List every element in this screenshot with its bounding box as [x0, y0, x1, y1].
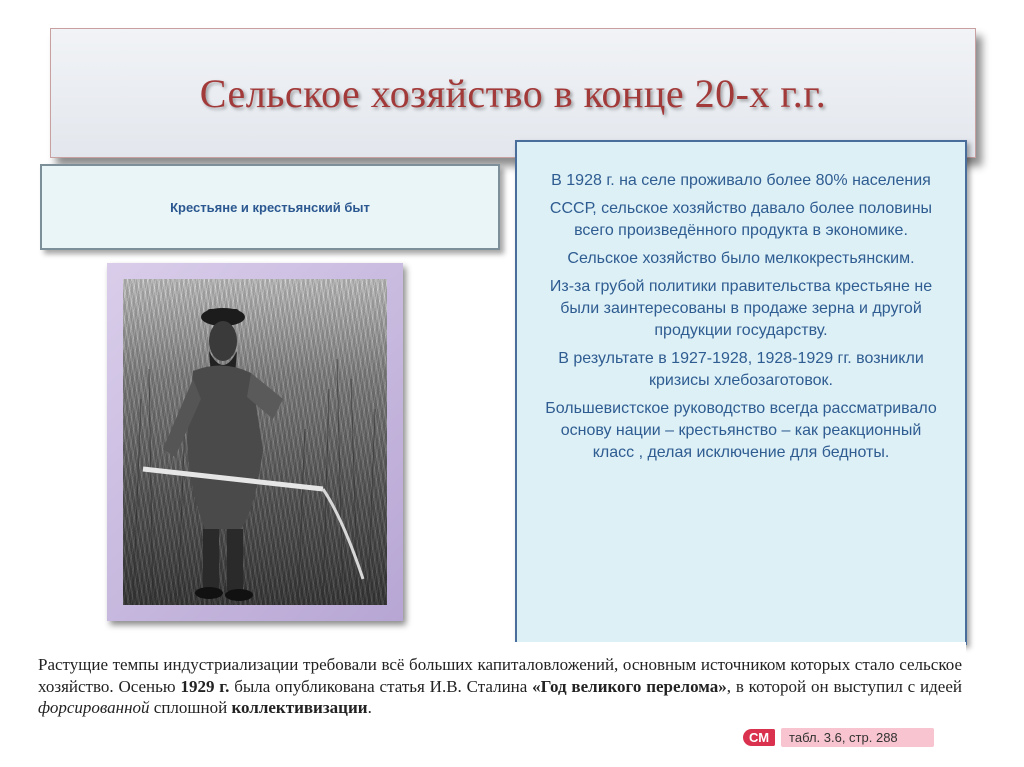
textbook-year: 1929 г.	[180, 676, 230, 696]
textbook-text: сплошной	[149, 698, 232, 717]
fact-paragraph: Сельское хозяйство было мелкокрестьянским.	[567, 250, 915, 267]
slide-title: Сельское хозяйство в конце 20-х г.г.	[199, 70, 827, 116]
textbook-emphasis: форсированной	[38, 698, 150, 717]
textbook-text: была опубликована статья И.В. Сталина	[229, 676, 533, 696]
peasant-with-scythe-illustration	[123, 279, 387, 605]
facts-panel	[515, 140, 967, 645]
textbook-reference	[743, 727, 934, 747]
textbook-article-title: «Год великого перелома»	[532, 676, 727, 696]
fact-paragraph: СССР, сельское хозяйство давало более половины всего произведённого продукта в экономике.	[549, 200, 933, 239]
textbook-text: Растущие темпы индустриализации требовали всё больших капиталовложений, основным источником которых стало сельское хозяйство. Осенью	[38, 655, 962, 696]
title-banner	[50, 28, 976, 158]
textbook-text: , в которой он выступил с идеей	[726, 676, 962, 696]
textbook-text: .	[367, 698, 372, 717]
fact-paragraph: В результате в 1927-1928, 1928-1929 гг. возникли кризисы хлебозаготовок.	[558, 350, 924, 389]
textbook-term: коллективизации	[231, 698, 368, 717]
reference-badge: СМ	[743, 729, 775, 746]
reference-text: табл. 3.6, стр. 288	[781, 728, 934, 747]
subtitle-box	[40, 164, 500, 250]
fact-paragraph: Большевистское руководство всегда рассматривало основу нации – крестьянство – как реакционный класс , делая исключение для бедноты.	[545, 400, 937, 461]
peasant-photo	[123, 279, 387, 605]
fact-paragraph: В 1928 г. на селе проживало более 80% населения	[551, 172, 931, 189]
subtitle-text: Крестьяне и крестьянский быт	[170, 199, 370, 215]
fact-paragraph: Из-за грубой политики правительства крестьяне не были заинтересованы в продаже зерна и другой продукции государству.	[549, 278, 933, 339]
photo-frame	[107, 263, 403, 621]
